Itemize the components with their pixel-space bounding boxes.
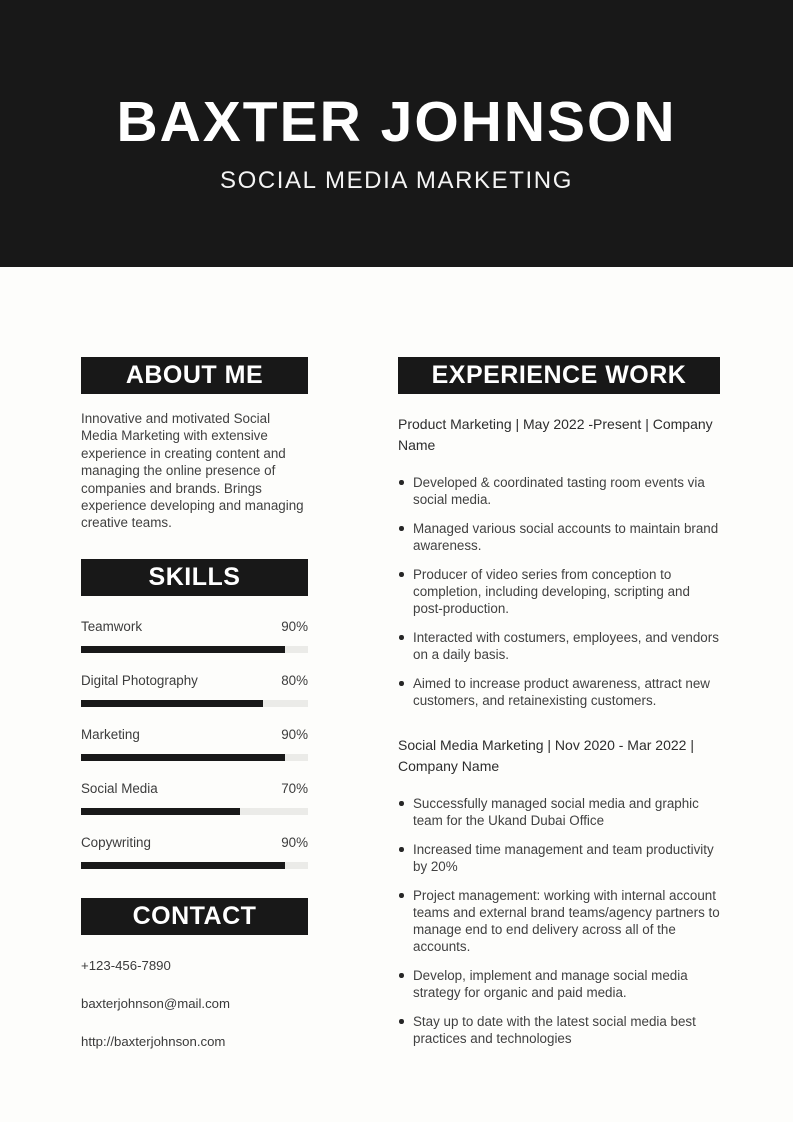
job-bullet — [398, 520, 720, 554]
skill-progress-track — [81, 862, 308, 869]
skill-progress-fill — [81, 862, 285, 869]
job-bullet-text: Increased time management and team productivity by 20% — [413, 842, 714, 874]
person-role: SOCIAL MEDIA MARKETING — [219, 167, 574, 194]
skill-percent: 90% — [281, 726, 308, 742]
job-bullet — [398, 795, 720, 829]
skill-row — [81, 780, 308, 815]
job-bullet — [398, 967, 720, 1001]
contact-list — [81, 958, 308, 1050]
skill-label: Teamwork — [81, 618, 143, 634]
job-bullet-text: Successfully managed social media and graphic team for the Ukand Dubai Office — [413, 796, 699, 828]
bullet-icon — [399, 801, 404, 806]
bullet-icon — [399, 893, 404, 898]
job-bullet-list — [398, 474, 720, 709]
job-bullet-text: Stay up to date with the latest social media best practices and technologies — [413, 1014, 696, 1046]
right-column — [398, 357, 720, 1059]
skill-row — [81, 834, 308, 869]
job-bullet-text: Interacted with costumers, employees, and vendors on a daily basis. — [413, 630, 719, 662]
section-title-contact: CONTACT — [81, 898, 308, 935]
skill-row — [81, 726, 308, 761]
section-title-experience: EXPERIENCE WORK — [398, 357, 720, 394]
skill-progress-track — [81, 646, 308, 653]
left-column — [81, 357, 308, 1072]
skill-progress-fill — [81, 808, 240, 815]
job-bullet — [398, 675, 720, 709]
job-bullet — [398, 1013, 720, 1047]
job-bullet — [398, 566, 720, 617]
skill-row — [81, 618, 308, 653]
person-name: BAXTER JOHNSON — [116, 90, 677, 154]
contact-phone: +123-456-7890 — [81, 957, 171, 973]
header-banner — [0, 0, 793, 267]
skill-progress-fill — [81, 646, 285, 653]
skill-progress-track — [81, 754, 308, 761]
job-bullet-text: Producer of video series from conception to completion, including developing, scripting and post-production. — [413, 567, 690, 616]
job-bullet-text: Developed & coordinated tasting room events via social media. — [413, 475, 705, 507]
bullet-icon — [399, 681, 404, 686]
skill-label: Digital Photography — [81, 672, 198, 688]
job-bullet — [398, 887, 720, 955]
job-bullet-text: Aimed to increase product awareness, attract new customers, and retainexisting customers. — [413, 676, 710, 708]
job-bullet-text: Managed various social accounts to maintain brand awareness. — [413, 521, 719, 553]
bullet-icon — [399, 526, 404, 531]
skill-progress-fill — [81, 700, 263, 707]
skill-label: Marketing — [81, 726, 140, 742]
contact-email: baxterjohnson@mail.com — [81, 995, 230, 1011]
job-bullet-list — [398, 795, 720, 1047]
skill-progress-track — [81, 700, 308, 707]
bullet-icon — [399, 635, 404, 640]
skill-progress-fill — [81, 754, 285, 761]
bullet-icon — [399, 572, 404, 577]
skill-percent: 80% — [281, 672, 308, 688]
section-title-skills: SKILLS — [81, 559, 308, 596]
bullet-icon — [399, 1019, 404, 1024]
skill-row — [81, 672, 308, 707]
skill-percent: 90% — [281, 834, 308, 850]
bullet-icon — [399, 480, 404, 485]
skill-label: Copywriting — [81, 834, 151, 850]
job-bullet — [398, 629, 720, 663]
bullet-icon — [399, 847, 404, 852]
job-heading: Product Marketing | May 2022 -Present | Company Name — [398, 416, 713, 453]
skills-list — [81, 618, 308, 869]
about-paragraph: Innovative and motivated Social Media Marketing with extensive experience in creating content and managing the online presence of companies and brands. Brings experience developing and managing creative teams. — [81, 411, 304, 531]
job-bullet-text: Develop, implement and manage social media strategy for organic and paid media. — [413, 968, 688, 1000]
bullet-icon — [399, 973, 404, 978]
contact-website: http://baxterjohnson.com — [81, 1033, 226, 1049]
skill-percent: 70% — [281, 780, 308, 796]
job-entry — [398, 735, 720, 1047]
job-bullet — [398, 841, 720, 875]
job-entry — [398, 414, 720, 709]
skill-label: Social Media — [81, 780, 158, 796]
job-bullet-text: Project management: working with internal account teams and external brand teams/agency partners to manage end to end delivery across all of the accounts. — [413, 888, 720, 954]
job-bullet — [398, 474, 720, 508]
skill-progress-track — [81, 808, 308, 815]
section-title-about: ABOUT ME — [81, 357, 308, 394]
skill-percent: 90% — [281, 618, 308, 634]
job-heading: Social Media Marketing | Nov 2020 - Mar 2022 | Company Name — [398, 737, 694, 774]
